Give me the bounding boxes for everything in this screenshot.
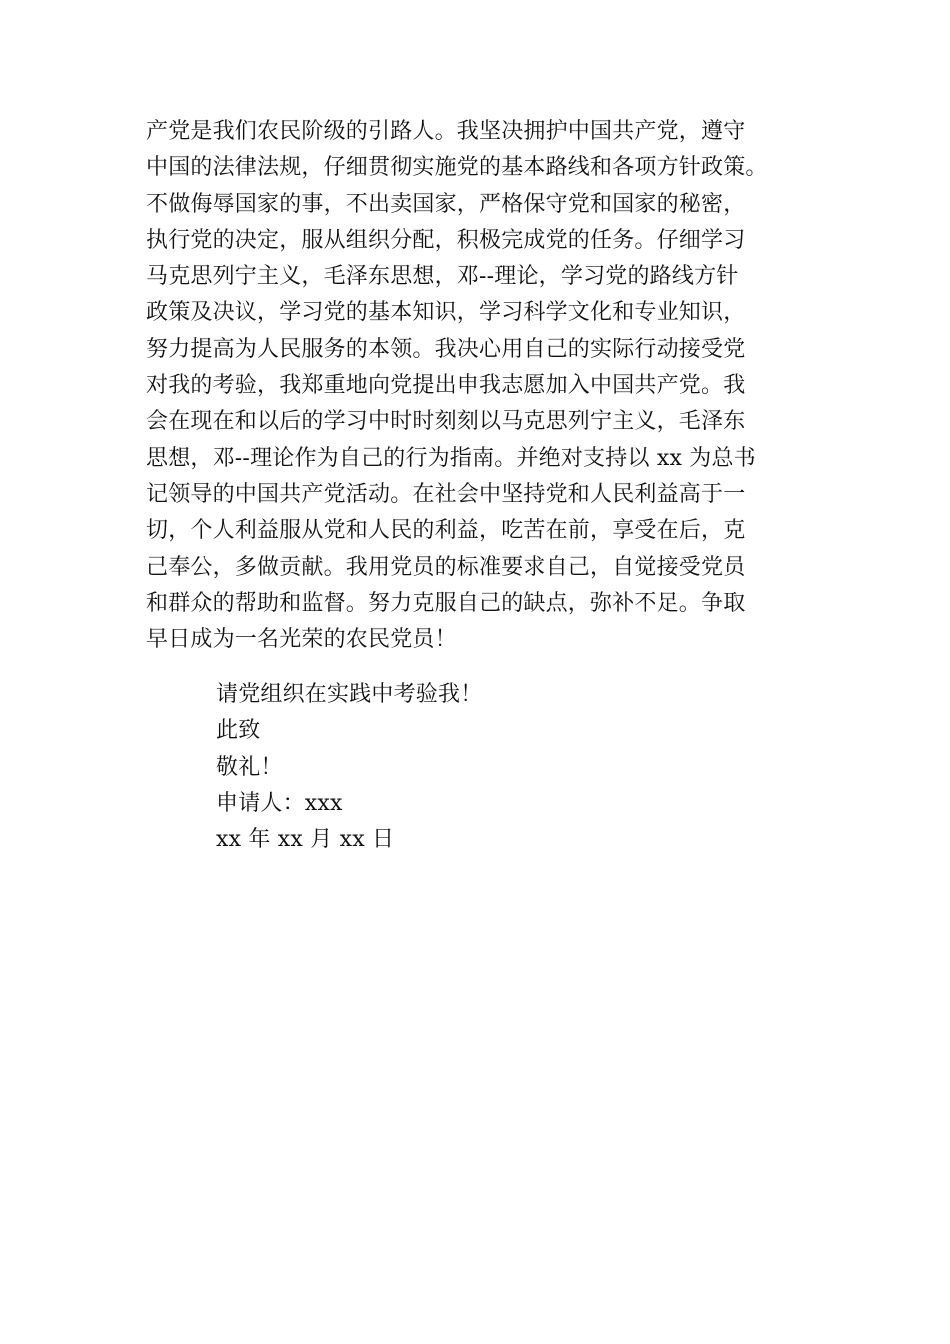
body-line: 不做侮辱国家的事，不出卖国家，严格保守党和国家的秘密，: [146, 191, 746, 217]
body-line: 己奉公，多做贡献。我用党员的标准要求自己，自觉接受党员: [146, 554, 746, 580]
closing-regards: 敬礼！: [216, 754, 283, 780]
body-line: 马克思列宁主义，毛泽东思想，邓--理论，学习党的路线方针: [146, 264, 739, 290]
letter-body: [146, 114, 826, 658]
body-line: 执行党的决定，服从组织分配，积极完成党的任务。仔细学习: [146, 227, 746, 253]
body-line: 努力提高为人民服务的本领。我决心用自己的实际行动接受党: [146, 336, 746, 362]
applicant-name: 申请人：xxx: [216, 790, 343, 816]
body-line: 和群众的帮助和监督。努力克服自己的缺点，弥补不足。争取: [146, 590, 746, 616]
closing-salutation: 此致: [216, 718, 261, 744]
closing-request: 请党组织在实践中考验我！: [216, 682, 483, 707]
body-line: 会在现在和以后的学习中时时刻刻以马克思列宁主义，毛泽东: [146, 409, 746, 435]
body-line: 思想，邓--理论作为自己的行为指南。并绝对支持以 xx 为总书: [146, 445, 756, 471]
body-line: 对我的考验，我郑重地向党提出申我志愿加入中国共产党。我: [146, 373, 746, 399]
letter-closing: [216, 677, 716, 858]
body-line: 记领导的中国共产党活动。在社会中坚持党和人民利益高于一: [146, 481, 746, 507]
body-line: 政策及决议，学习党的基本知识，学习科学文化和专业知识，: [146, 300, 746, 326]
body-line: 中国的法律法规，仔细贯彻实施党的基本路线和各项方针政策。: [146, 155, 768, 181]
body-line: 切，个人利益服从党和人民的利益，吃苦在前，享受在后，克: [146, 518, 746, 544]
body-line: 早日成为一名光荣的农民党员！: [146, 627, 457, 653]
body-line: 产党是我们农民阶级的引路人。我坚决拥护中国共产党，遵守: [146, 119, 746, 144]
signature-date: xx 年 xx 月 xx 日: [216, 827, 395, 853]
